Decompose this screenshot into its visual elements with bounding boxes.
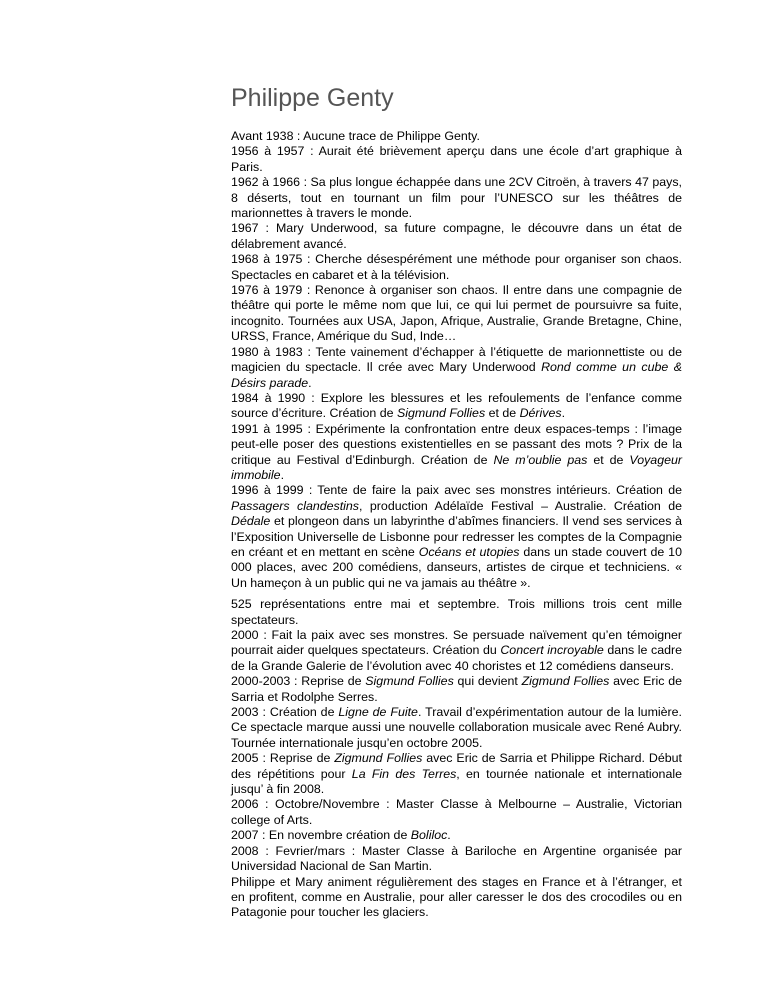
work-title: Zigmund Follies [521, 674, 610, 689]
work-title: Concert incroyable [500, 643, 604, 658]
work-title: Boliloc [410, 828, 448, 843]
entry-text: . [447, 828, 451, 843]
entry-text: 1968 à 1975 : Cherche désespérément une méthode pour organiser son chaos. Spectacles en cabaret et à la télévision. [231, 252, 682, 282]
entry-text: . [561, 406, 566, 421]
timeline-entry [231, 221, 682, 252]
entry-text: 525 représentations entre mai et septembre. Trois millions trois cent mille spectateurs. [231, 597, 682, 627]
timeline-entry [231, 144, 682, 175]
entry-text: 2008 : Fevrier/mars : Master Classe à Bariloche en Argentine organisée par Universidad Nacional de San Martin. [231, 843, 682, 874]
entry-text: 2003 : Création de [231, 705, 339, 720]
work-title: La Fin des Terres [351, 766, 457, 781]
entry-text: 2007 : En novembre création de [231, 828, 411, 843]
entry-text: dans le cadre de la Grande Galerie de l’évolution avec 40 choristes et 12 comédiens danseurs. [231, 643, 682, 673]
timeline-entry [231, 391, 682, 422]
work-title: Rond comme un cube & Désirs parade [231, 360, 682, 390]
entry-text: 1984 à 1990 : Explore les blessures et les refoulements de l’enfance comme source d’écriture. Création de [231, 390, 682, 421]
work-title: Océans et utopies [418, 544, 520, 559]
work-title: Passagers clandestins [231, 498, 359, 513]
timeline-entry [231, 705, 682, 751]
entry-text: 1967 : Mary Underwood, sa future compagne, le découvre dans un état de délabrement avancé. [231, 221, 682, 251]
timeline-entry [231, 828, 682, 843]
entry-text: dans un stade couvert de 10 000 places, avec 200 comédiens, danseurs, artistes de cirque et techniciens. « Un hameçon à un public qui ne va jamais au théâtre ». [231, 544, 682, 590]
entry-text: et plongeon dans un labyrinthe d’abîmes financiers. Il vend ses services à l’Exposition Universelle de Lisbonne pour redresser les comptes de la Compagnie en créant et en mettant en scène [231, 514, 682, 559]
work-title: Ne m’oublie pas [493, 452, 588, 467]
timeline-entry [231, 628, 682, 674]
timeline-entry [231, 345, 682, 391]
entry-text: 2000-2003 : Reprise de [231, 674, 366, 689]
timeline-entry [231, 283, 682, 345]
entry-text: qui devient [453, 674, 522, 689]
timeline-entry [231, 674, 682, 705]
work-title: Sigmund Follies [365, 674, 454, 689]
entry-text: . [308, 375, 312, 390]
work-title: Ligne de Fuite [338, 705, 418, 720]
timeline-entry [231, 129, 682, 144]
entry-text: Philippe et Mary animent régulièrement des stages en France et à l’étranger, et en profitent, comme en Australie, pour aller caresser le dos des crocodiles ou en Patagonie pour toucher les glaciers. [231, 874, 682, 920]
timeline-entry [231, 797, 682, 828]
entry-text: . [280, 467, 285, 482]
timeline-entry [231, 422, 682, 484]
entry-text: Avant 1938 : Aucune trace de Philippe Genty. [231, 129, 480, 143]
entry-text: 2005 : Reprise de [231, 751, 335, 766]
timeline-entry [231, 597, 682, 628]
timeline-entry [231, 875, 682, 921]
entry-text: et de [485, 406, 520, 421]
entry-text: 1991 à 1995 : Expérimente la confrontation entre deux espaces-temps : l’image peut-elle poser des questions existentielles en se passant des mots ? Prix de la critique au Festival d’Edinburgh. Création de [231, 421, 682, 467]
timeline-entry [231, 483, 682, 591]
work-title: Voyageur immobile [231, 452, 682, 482]
entry-text: 1962 à 1966 : Sa plus longue échappée dans une 2CV Citroën, à travers 47 pays, 8 déserts, tout en tournant un film pour l’UNESCO sur les théâtres de marionnettes à travers le monde. [231, 175, 682, 221]
entry-text: 1980 à 1983 : Tente vainement d’échapper à l’étiquette de marionnettiste ou de magicien du spectacle. Il crée avec Mary Underwood [231, 344, 682, 375]
entry-text: 1956 à 1957 : Aurait été brièvement aperçu dans une école d’art graphique à Paris. [231, 144, 682, 174]
biography-block-1 [231, 129, 682, 591]
entry-text: 1996 à 1999 : Tente de faire la paix avec ses monstres intérieurs. Création de [231, 483, 682, 498]
document-page [231, 84, 682, 921]
entry-text: , en tournée nationale et internationale jusqu’ à fin 2008. [231, 766, 682, 797]
timeline-entry [231, 252, 682, 283]
timeline-entry [231, 751, 682, 797]
entry-text: et de [587, 452, 630, 467]
entry-text: 1976 à 1979 : Renonce à organiser son chaos. Il entre dans une compagnie de théâtre qui porte le même nom que lui, ce qui lui permet de poursuivre sa fuite, incognito. Tournées aux USA, Japon, Afrique, Australie, Grande Bretagne, Chine, URSS, France, Amérique du Sud, Inde… [231, 283, 682, 344]
entry-text: avec Eric de Sarria et Philippe Richard. Début des répétitions pour [231, 751, 682, 781]
timeline-entry [231, 175, 682, 221]
work-title: Dédale [231, 514, 271, 529]
work-title: Zigmund Follies [334, 751, 423, 766]
biography-block-2 [231, 597, 682, 921]
entry-text: avec Eric de Sarria et Rodolphe Serres. [231, 674, 682, 704]
page-title: Philippe Genty [231, 84, 394, 112]
entry-text: , production Adélaïde Festival – Australie. Création de [359, 498, 682, 513]
entry-text: . Travail d’expérimentation autour de la lumière. Ce spectacle marque aussi une nouvelle collaboration musicale avec René Aubry. Tournée internationale jusqu’en octobre 2005. [231, 705, 682, 750]
timeline-entry [231, 844, 682, 875]
entry-text: 2006 : Octobre/Novembre : Master Classe à Melbourne – Australie, Victorian college of Arts. [231, 797, 682, 827]
work-title: Dérives [519, 406, 562, 421]
entry-text: 2000 : Fait la paix avec ses monstres. Se persuade naïvement qu’en témoigner pourrait aider quelques spectateurs. Création du [231, 628, 682, 658]
work-title: Sigmund Follies [396, 406, 486, 421]
